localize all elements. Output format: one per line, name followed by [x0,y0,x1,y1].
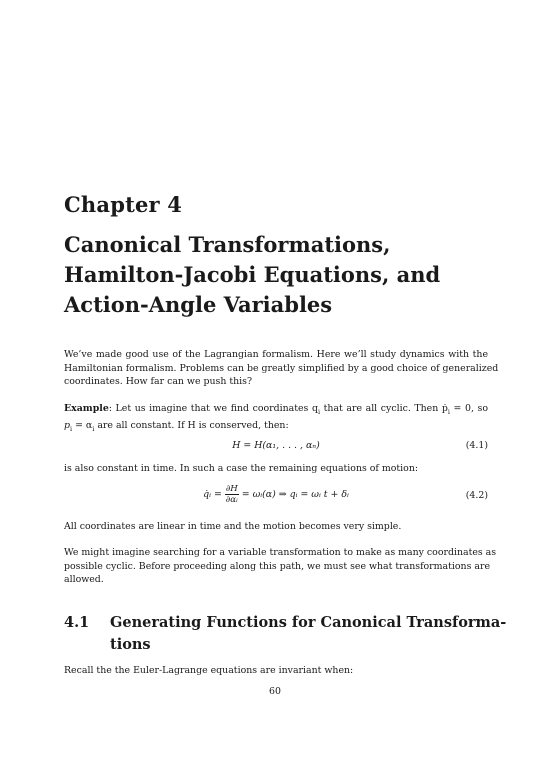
paragraph-linear [64,520,488,534]
example-text: : Let us imagine that we find coordinates q [108,403,318,414]
paragraph-imagine [64,546,497,587]
paragraph-line: All coordinates are linear in time and the motion becomes very simple. [64,521,402,532]
paragraph-constant [64,462,488,476]
equation-4-2 [64,482,488,512]
example-line-2 [64,419,488,436]
section-title-line: tions [110,636,151,653]
section-title [110,612,507,656]
fraction-denominator: ∂αᵢ [225,495,238,505]
paragraph-recall [64,664,488,678]
paragraph-line: Hamiltonian formalism. Problems can be greatly simplified by a good choice of generalized [64,362,499,374]
equation-number: (4.1) [465,440,488,451]
section-number: 4.1 [64,614,90,631]
section-title-line: Generating Functions for Canonical Transforma- [110,614,507,631]
paragraph-line: We’ve made good use of the Lagrangian formalism. Here we’ll study dynamics with the [64,349,488,360]
subscript: i [447,407,450,416]
example-paragraph [64,402,488,437]
equation-rhs: = ωᵢ(α) ⇒ qᵢ = ωᵢ t + δᵢ [241,489,349,500]
example-text: that are all cyclic. Then ṗ [320,403,448,414]
equation-number: (4.2) [465,490,488,501]
equation-4-1 [64,440,488,454]
equation-body [64,484,488,505]
paragraph-line: possible cyclic. Before proceeding along this path, we must see what transformations are [64,560,490,572]
equation-lhs: q̇ᵢ = [203,489,222,500]
example-line-1 [64,402,488,419]
chapter-title-line: Canonical Transformations, [64,232,391,257]
equation-body: H = H(α₁, . . . , αₙ) [232,440,320,451]
paragraph-line: allowed. [64,574,104,586]
chapter-title [64,230,504,320]
paragraph-line: Recall the the Euler-Lagrange equations are invariant when: [64,665,354,676]
example-text: = 0, so [449,403,488,414]
subscript: i [70,425,73,434]
page-number: 60 [269,686,281,697]
paragraph-line: is also constant in time. In such a case the remaining equations of motion: [64,463,419,474]
example-text: p [64,420,71,432]
example-text: are all constant. If H is conserved, then: [94,420,289,432]
subscript: i [92,425,95,434]
subscript: i [317,407,321,416]
chapter-label: Chapter 4 [64,192,183,217]
paragraph-line: We might imagine searching for a variable transformation to make as many coordinates as [64,547,497,558]
chapter-title-line: Hamilton-Jacobi Equations, and [64,262,441,287]
paragraph-line: coordinates. How far can we push this? [64,376,252,388]
example-text: = α [72,420,93,432]
fraction-numerator: ∂H [225,484,238,494]
chapter-title-line: Action-Angle Variables [64,292,333,317]
example-label: Example [64,403,109,414]
equation-fraction [225,484,239,505]
intro-paragraph [64,348,499,389]
